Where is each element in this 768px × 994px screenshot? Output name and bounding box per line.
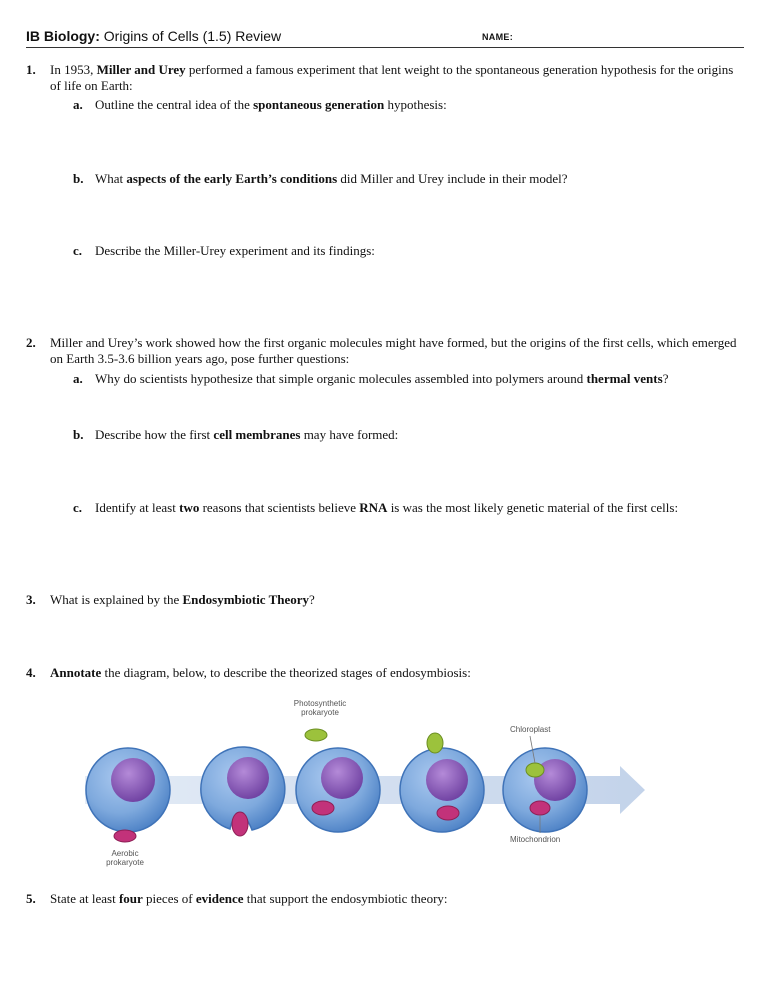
question-3 [26,592,742,608]
sub-letter: b. [73,171,84,186]
host-cell-stage-4 [400,733,484,832]
sub-letter: b. [73,427,84,442]
nucleus [426,759,468,801]
mitochondrion [437,806,459,820]
sub-question-text: Describe the Miller-Urey experiment and its findings: [95,243,375,258]
question-1a [73,97,733,113]
sub-question-text: Identify at least two reasons that scientists believe RNA is was the most likely genetic material of the first cells: [95,500,679,515]
mitochondrion [232,812,248,836]
host-cell-stage-3 [296,748,380,832]
name-label: NAME: [482,32,513,42]
host-cell-stage-1 [86,748,170,832]
chloroplast [526,763,544,777]
chloroplast-label: Chloroplast [510,725,551,734]
question-text: What is explained by the Endosymbiotic Theory? [50,592,315,607]
sub-question-text: Why do scientists hypothesize that simple organic molecules assembled into polymers around thermal vents? [95,371,669,386]
nucleus [111,758,155,802]
worksheet-header [26,28,744,48]
question-2 [26,335,742,367]
aerobic-prokaryote [114,830,136,842]
question-2a [73,371,733,387]
mitochondrion [530,801,550,815]
worksheet-title: IB Biology: Origins of Cells (1.5) Review [26,28,282,44]
question-5 [26,891,742,907]
sub-letter: a. [73,371,83,386]
question-number: 5. [26,891,36,906]
question-4 [26,665,742,681]
host-cell-stage-5 [503,748,587,832]
question-1b [73,171,733,187]
question-1c [73,243,733,259]
mitochondrion [312,801,334,815]
question-text: State at least four pieces of evidence that support the endosymbiotic theory: [50,891,448,906]
question-1 [26,62,742,94]
question-number: 1. [26,62,36,77]
question-number: 3. [26,592,36,607]
header-divider [26,47,744,48]
photosynthetic-prokaryote-label: Photosynthetic prokaryote [293,699,347,717]
question-2b [73,427,733,443]
question-text: In 1953, Miller and Urey performed a famous experiment that lent weight to the spontaneous generation hypothesis for the origins of life on Earth: [50,62,734,93]
host-cell-stage-2 [201,747,285,836]
sub-question-text: Describe how the first cell membranes may have formed: [95,427,399,442]
question-2c [73,500,733,516]
photosynthetic-prokaryote [305,729,327,741]
sub-question-text: Outline the central idea of the spontaneous generation hypothesis: [95,97,447,112]
mitochondrion-label: Mitochondrion [510,835,561,844]
question-text: Miller and Urey’s work showed how the first organic molecules might have formed, but the origins of the first cells, which emerged on Earth 3.5-3.6 billion years ago, pose further questions: [50,335,737,366]
sub-letter: c. [73,243,83,258]
question-number: 2. [26,335,36,350]
sub-question-text: What aspects of the early Earth’s conditions did Miller and Urey include in their model? [95,171,568,186]
nucleus [321,757,363,799]
sub-letter: c. [73,500,83,515]
chloroplast [427,733,443,753]
nucleus [227,757,269,799]
question-text: Annotate the diagram, below, to describe the theorized stages of endosymbiosis: [50,665,471,680]
aerobic-prokaryote-label: Aerobic prokaryote [106,849,144,867]
question-number: 4. [26,665,36,680]
endosymbiosis-diagram [80,696,680,876]
sub-letter: a. [73,97,83,112]
